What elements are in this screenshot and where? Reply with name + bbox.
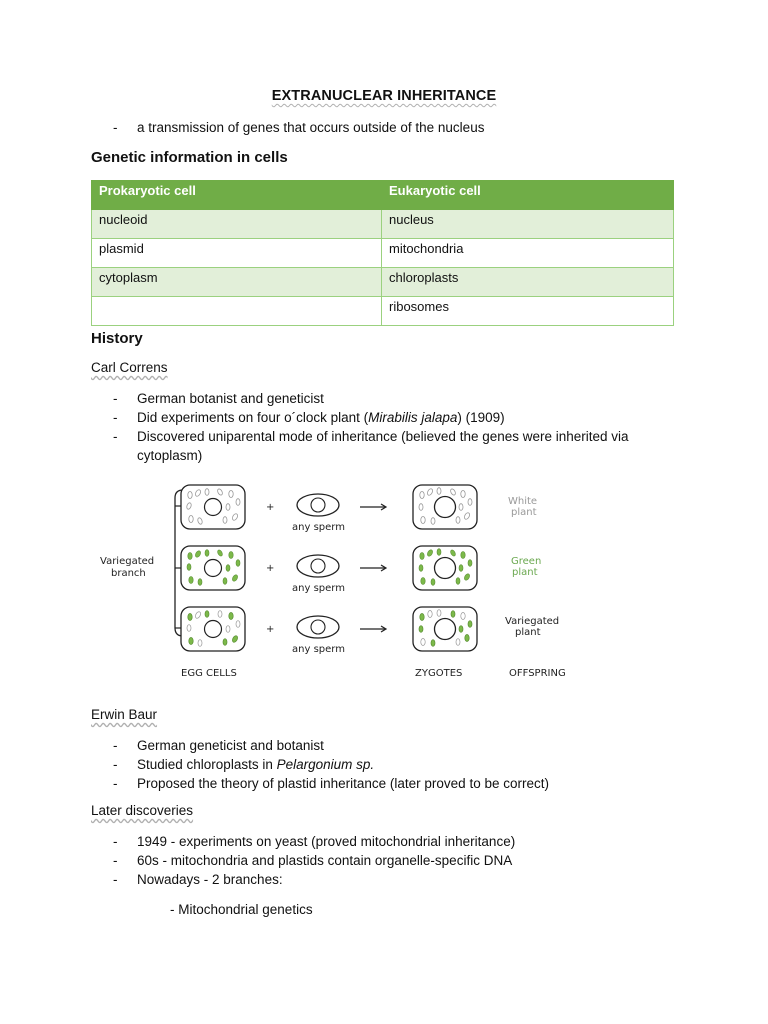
correns-subheading: Carl Correns xyxy=(91,360,168,375)
document-title: EXTRANUCLEAR INHERITANCE xyxy=(271,88,497,104)
bullet-dash: - xyxy=(113,872,118,887)
sub-bullet-text: - Mitochondrial genetics xyxy=(170,902,313,917)
egg-cell-variegated xyxy=(181,607,245,651)
bullet-dash: - xyxy=(113,853,118,868)
table-cell: chloroplasts xyxy=(382,268,674,297)
sperm-label: any sperm xyxy=(292,583,345,594)
bullet-text: Proposed the theory of plastid inheritance (later proved to be correct) xyxy=(137,776,549,791)
table-header-prokaryotic: Prokaryotic cell xyxy=(92,181,382,210)
bullet-text: German geneticist and botanist xyxy=(137,738,324,753)
white-plant-label-1: White xyxy=(508,496,538,507)
table-cell xyxy=(92,297,382,326)
egg-cells-label: EGG CELLS xyxy=(181,668,237,679)
plus-sign: + xyxy=(266,563,275,574)
offspring-label: OFFSPRING xyxy=(509,668,566,679)
bullet-text: Nowadays - 2 branches: xyxy=(137,872,283,887)
bullet-text: 1949 - experiments on yeast (proved mitochondrial inheritance) xyxy=(137,834,516,849)
later-sub-bullet-1 xyxy=(170,900,740,919)
bullet-text: Discovered uniparental mode of inheritance (believed the genes were inherited via cytoplasm) xyxy=(137,429,629,463)
bullet-dash: - xyxy=(113,391,118,406)
bullet-dash: - xyxy=(113,757,118,772)
zygote-variegated xyxy=(413,607,477,651)
bullet-text: Did experiments on four o´clock plant (Mirabilis jalapa) (1909) xyxy=(137,410,505,425)
table-cell: nucleus xyxy=(382,210,674,239)
green-plant-label-2: plant xyxy=(512,567,538,578)
table-row xyxy=(92,210,674,239)
sperm-label: any sperm xyxy=(292,522,345,533)
variegated-plant-label-2: plant xyxy=(515,627,541,638)
zygotes-label: ZYGOTES xyxy=(415,668,463,679)
table-header-row xyxy=(92,181,674,210)
branch-label-2: branch xyxy=(111,568,146,579)
history-heading: History xyxy=(91,330,143,347)
bullet-dash: - xyxy=(113,120,118,135)
green-plant-label-1: Green xyxy=(511,556,542,567)
bullet-text: German botanist and geneticist xyxy=(137,391,324,406)
variegated-plant-label-1: Variegated xyxy=(505,616,560,627)
egg-cell-green xyxy=(181,546,245,590)
table-cell: mitochondria xyxy=(382,239,674,268)
sperm-label: any sperm xyxy=(292,644,345,655)
bullet-dash: - xyxy=(113,429,118,444)
later-discoveries-subheading: Later discoveries xyxy=(91,803,194,818)
zygote-green xyxy=(413,546,477,590)
table-cell: ribosomes xyxy=(382,297,674,326)
bullet-text: 60s - mitochondria and plastids contain organelle-specific DNA xyxy=(137,853,513,868)
baur-subheading: Erwin Baur xyxy=(91,707,158,722)
genetic-info-heading: Genetic information in cells xyxy=(91,149,288,166)
definition-text: a transmission of genes that occurs outside of the nucleus xyxy=(137,120,485,135)
bullet-text: Studied chloroplasts in Pelargonium sp. xyxy=(137,757,375,772)
table-header-eukaryotic: Eukaryotic cell xyxy=(382,181,674,210)
table-cell: plasmid xyxy=(92,239,382,268)
table-row xyxy=(92,297,674,326)
bullet-dash: - xyxy=(113,410,118,425)
table-row xyxy=(92,239,674,268)
table-cell: cytoplasm xyxy=(92,268,382,297)
genetic-info-table xyxy=(91,180,674,326)
table-row xyxy=(92,268,674,297)
egg-cell-white xyxy=(181,485,245,529)
zygote-white xyxy=(413,485,477,529)
bullet-dash: - xyxy=(113,738,118,753)
inheritance-figure xyxy=(95,478,585,688)
plus-sign: + xyxy=(266,502,275,513)
bullet-dash: - xyxy=(113,776,118,791)
table-cell: nucleoid xyxy=(92,210,382,239)
bullet-dash: - xyxy=(113,834,118,849)
branch-label-1: Variegated xyxy=(100,556,155,567)
white-plant-label-2: plant xyxy=(511,507,537,518)
plus-sign: + xyxy=(266,624,275,635)
